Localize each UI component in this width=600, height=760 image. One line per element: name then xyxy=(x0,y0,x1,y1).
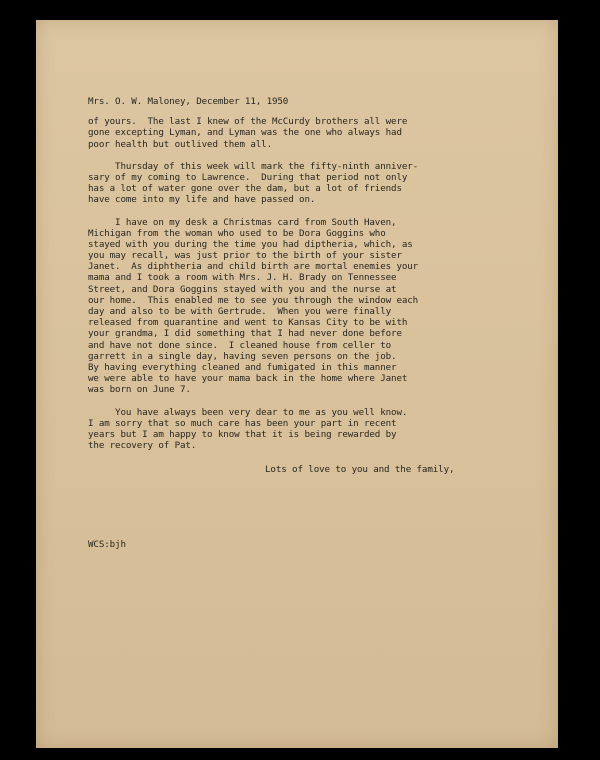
text-line: poor health but outlived them all. xyxy=(88,138,272,150)
letter-closing: Lots of love to you and the family, xyxy=(265,464,455,476)
text-line: sary of my coming to Lawrence. During that period not only xyxy=(88,171,408,183)
text-line: we were able to have your mama back in the home where Janet xyxy=(88,373,408,385)
text-line: By having everything cleaned and fumigated in this manner xyxy=(88,361,397,373)
text-line: of yours. The last I knew of the McCurdy brothers all were xyxy=(88,116,408,128)
text-line: Street, and Dora Goggins stayed with you and the nurse at xyxy=(88,283,397,295)
text-line: mama and I took a room with Mrs. J. H. Brady on Tennessee xyxy=(88,272,397,284)
text-line: the recovery of Pat. xyxy=(88,440,197,452)
text-line: and have not done since. I cleaned house from celler to xyxy=(88,339,392,351)
text-line: stayed with you during the time you had diptheria, which, as xyxy=(88,238,413,250)
letter-body xyxy=(88,96,543,551)
text-line: Thursday of this week will mark the fifty-ninth anniver- xyxy=(88,160,419,172)
text-line: have come into my life and have passed on. xyxy=(88,194,316,206)
text-line: day and also to be with Gertrude. When you were finally xyxy=(88,306,392,317)
letter-header: Mrs. O. W. Maloney, December 11, 1950 xyxy=(88,96,289,107)
text-line: has a lot of water gone over the dam, but a lot of friends xyxy=(88,183,402,195)
text-line: your grandma, I did something that I had never done before xyxy=(88,328,402,340)
text-line: years but I am happy to know that it is being rewarded by xyxy=(88,428,397,440)
paragraph-3 xyxy=(88,217,543,396)
text-line: garrett in a single day, having seven persons on the job. xyxy=(88,350,397,362)
paragraph-1 xyxy=(88,116,543,150)
text-line: you may recall, was just prior to the birth of your sister xyxy=(88,250,402,262)
letter-page xyxy=(36,20,558,748)
text-line: You have always been very dear to me as you well know. xyxy=(88,406,408,418)
text-line: I have on my desk a Christmas card from South Haven, xyxy=(88,216,397,228)
text-line: was born on June 7. xyxy=(88,384,191,396)
text-line: Michigan from the woman who used to be Dora Goggins who xyxy=(88,227,386,239)
text-line: released from quarantine and went to Kansas City to be with xyxy=(88,317,408,329)
text-line: gone excepting Lyman, and Lyman was the one who always had xyxy=(88,127,402,139)
paragraph-4 xyxy=(88,407,543,452)
typist-initials: WCS:bjh xyxy=(88,539,126,551)
text-line: our home. This enabled me to see you through the window each xyxy=(88,294,419,306)
text-line: Janet. As diphtheria and child birth are mortal enemies your xyxy=(88,261,419,273)
paragraph-2 xyxy=(88,161,543,206)
text-line: I am sorry that so much care has been your part in recent xyxy=(88,417,397,429)
